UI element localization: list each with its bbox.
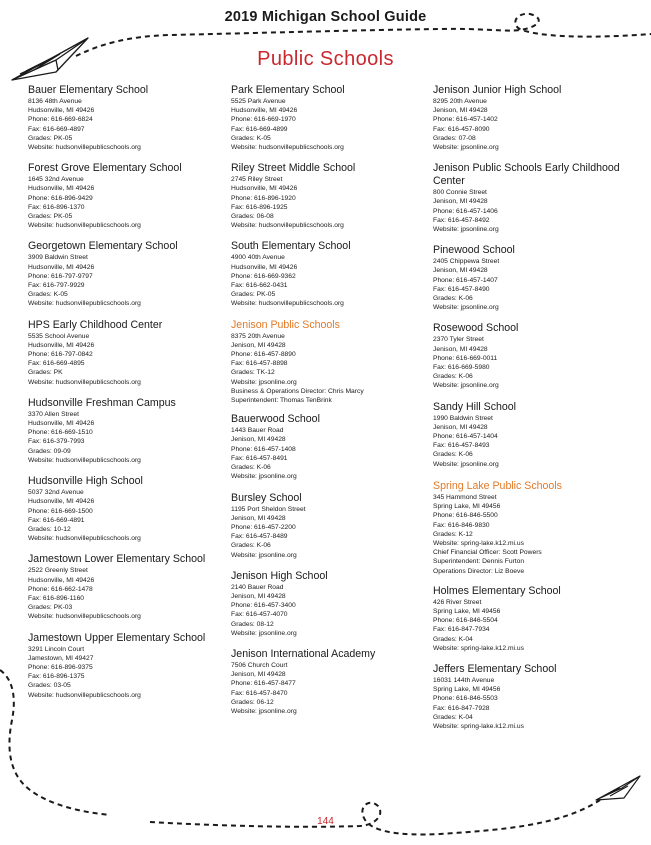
fax-line: Fax: 616-847-7928 [433, 704, 490, 712]
school-entry [28, 475, 224, 543]
city-state-zip: Jamestown, MI 49427 [28, 654, 94, 662]
school-entry [433, 244, 629, 312]
fax-line: Fax: 616-846-9830 [433, 521, 490, 529]
street-address: 2745 Riley Street [231, 176, 283, 184]
column-middle [231, 84, 427, 716]
city-state-zip: Spring Lake, MI 49456 [433, 503, 501, 511]
grades-line: Grades: K-06 [433, 373, 473, 381]
fax-line: Fax: 616-457-8493 [433, 442, 490, 450]
school-entry [28, 397, 224, 465]
guide-title: 2019 Michigan School Guide [224, 9, 427, 25]
website-line: Website: jpsonline.org [231, 378, 297, 386]
website-line: Website: hudsonvillepublicschools.org [28, 535, 141, 543]
fax-line: Fax: 616-457-8491 [231, 454, 288, 462]
street-address: 1990 Baldwin Street [433, 414, 493, 422]
phone-line: Phone: 616-896-9429 [28, 194, 93, 202]
school-entry [231, 162, 427, 230]
grades-line: Grades: 08-12 [231, 620, 274, 628]
grades-line: Grades: K-12 [433, 530, 473, 538]
street-address: 800 Connie Street [433, 189, 487, 197]
city-state-zip: Jenison, MI 49428 [231, 592, 286, 600]
fax-line: Fax: 616-457-8492 [433, 216, 490, 224]
website-line: Website: jpsonline.org [433, 226, 499, 234]
school-name: Jenison Junior High School [433, 84, 562, 96]
fax-line: Fax: 616-669-5980 [433, 364, 490, 372]
school-name: Pinewood School [433, 244, 515, 257]
city-state-zip: Jenison, MI 49428 [231, 671, 286, 679]
page-number: 144 [317, 816, 334, 827]
street-address: 5525 Park Avenue [231, 98, 286, 105]
grades-line: Grades: PK-03 [28, 604, 73, 612]
street-address: 8136 48th Avenue [28, 98, 82, 105]
school-name: South Elementary School [231, 240, 351, 253]
street-address: 1195 Port Sheldon Street [231, 505, 306, 513]
school-entry [433, 585, 629, 653]
phone-line: Phone: 616-846-5500 [433, 512, 498, 520]
school-name: Jeffers Elementary School [433, 662, 557, 675]
school-name: Riley Street Middle School [231, 162, 356, 175]
website-line: Website: hudsonvillepublicschools.org [231, 222, 344, 230]
district-name: Spring Lake Public Schools [433, 479, 562, 492]
detail-line: Business & Operations Director: Chris Marcy [231, 387, 364, 395]
school-name: Jenison High School [231, 569, 328, 582]
city-state-zip: Hudsonville, MI 49426 [28, 498, 95, 506]
phone-line: Phone: 616-457-3400 [231, 602, 296, 610]
city-state-zip: Hudsonville, MI 49426 [28, 107, 95, 115]
street-address: 7506 Church Court [231, 661, 288, 669]
detail-line: Chief Financial Officer: Scott Powers [433, 549, 542, 557]
fax-line: Fax: 616-896-1925 [231, 203, 288, 211]
phone-line: Phone: 616-896-9375 [28, 663, 93, 671]
district-entry [433, 480, 629, 576]
phone-line: Phone: 616-457-2200 [231, 523, 296, 531]
fax-line: Fax: 616-662-0431 [231, 282, 288, 290]
school-entry [433, 84, 629, 152]
grades-line: Grades: K-05 [231, 134, 271, 142]
school-name: Georgetown Elementary School [28, 240, 178, 253]
street-address: 2370 Tyler Street [433, 336, 484, 344]
grades-line: Grades: K-06 [231, 542, 271, 550]
district-entry [231, 319, 427, 406]
grades-line: Grades: 03-05 [28, 682, 71, 690]
school-entry [231, 492, 427, 560]
school-name: Hudsonville High School [28, 475, 143, 488]
city-state-zip: Jenison, MI 49428 [433, 345, 488, 353]
fax-line: Fax: 616-896-1375 [28, 673, 85, 681]
grades-line: Grades: PK-05 [231, 291, 276, 299]
school-name: Hudsonville Freshman Campus [28, 396, 176, 409]
grades-line: Grades: K-04 [433, 713, 473, 721]
fax-line: Fax: 616-669-4891 [28, 516, 85, 524]
phone-line: Phone: 616-797-9797 [28, 272, 93, 280]
city-state-zip: Spring Lake, MI 49456 [433, 686, 501, 694]
website-line: Website: hudsonvillepublicschools.org [28, 222, 141, 230]
website-line: Website: hudsonvillepublicschools.org [231, 144, 344, 152]
fax-line: Fax: 616-457-8898 [231, 360, 288, 368]
grades-line: Grades: PK [28, 369, 63, 377]
phone-line: Phone: 616-457-1406 [433, 207, 498, 215]
paper-airplane-bottom-icon [596, 776, 640, 800]
street-address: 2405 Chippewa Street [433, 258, 500, 266]
street-address: 1645 32nd Avenue [28, 176, 84, 184]
street-address: 5535 School Avenue [28, 332, 90, 340]
street-address: 2522 Greenly Street [28, 567, 88, 575]
fax-line: Fax: 616-457-4070 [231, 611, 288, 619]
fax-line: Fax: 616-669-4899 [231, 125, 288, 133]
fax-line: Fax: 616-896-1370 [28, 203, 85, 211]
grades-line: Grades: 06-12 [231, 698, 274, 706]
school-name: Rosewood School [433, 322, 519, 335]
grades-line: Grades: 09-09 [28, 447, 71, 455]
grades-line: Grades: 06-08 [231, 213, 274, 221]
phone-line: Phone: 616-669-6824 [28, 116, 93, 124]
district-name: Jenison Public Schools [231, 318, 340, 331]
school-entry [28, 632, 224, 700]
street-address: 16031 144th Avenue [433, 676, 495, 684]
school-entry [433, 401, 629, 469]
city-state-zip: Hudsonville, MI 49426 [231, 263, 298, 271]
school-entry [231, 413, 427, 481]
city-state-zip: Jenison, MI 49428 [433, 198, 488, 206]
school-name: Jenison International Academy [231, 647, 376, 660]
column-right [433, 84, 629, 731]
city-state-zip: Jenison, MI 49428 [231, 341, 286, 349]
school-name: Park Elementary School [231, 84, 345, 96]
school-name: Jenison Public Schools Early Childhood Center [433, 162, 620, 188]
website-line: Website: spring-lake.k12.mi.us [433, 722, 524, 730]
column-left [28, 84, 224, 700]
city-state-zip: Hudsonville, MI 49426 [28, 263, 95, 271]
city-state-zip: Hudsonville, MI 49426 [28, 341, 95, 349]
city-state-zip: Jenison, MI 49428 [231, 514, 286, 522]
phone-line: Phone: 616-896-1920 [231, 194, 296, 202]
school-entry [28, 240, 224, 308]
website-line: Website: spring-lake.k12.mi.us [433, 644, 524, 652]
fax-line: Fax: 616-457-8470 [231, 689, 288, 697]
fax-line: Fax: 616-797-9929 [28, 282, 85, 290]
phone-line: Phone: 616-669-1500 [28, 507, 93, 515]
grades-line: Grades: K-06 [231, 464, 271, 472]
website-line: Website: jpsonline.org [433, 382, 499, 390]
city-state-zip: Hudsonville, MI 49426 [28, 576, 95, 584]
fax-line: Fax: 616-847-7934 [433, 626, 490, 634]
street-address: 5037 32nd Avenue [28, 489, 84, 497]
street-address: 4900 40th Avenue [231, 254, 285, 262]
fax-line: Fax: 616-457-8490 [433, 285, 490, 293]
grades-line: Grades: K-06 [433, 451, 473, 459]
school-entry [231, 84, 427, 152]
phone-line: Phone: 616-797-0842 [28, 351, 93, 359]
city-state-zip: Jenison, MI 49428 [433, 423, 488, 431]
website-line: Website: hudsonvillepublicschools.org [28, 691, 141, 699]
grades-line: Grades: TK-12 [231, 369, 275, 377]
school-name: Bauer Elementary School [28, 84, 149, 96]
detail-line: Superintendent: Thomas TenBrink [231, 397, 332, 405]
fax-line: Fax: 616-457-8489 [231, 533, 288, 541]
city-state-zip: Hudsonville, MI 49426 [231, 107, 298, 115]
city-state-zip: Spring Lake, MI 49456 [433, 607, 501, 615]
detail-line: Operations Director: Liz Boeve [433, 567, 525, 575]
school-name: HPS Early Childhood Center [28, 318, 163, 331]
website-line: Website: jpsonline.org [433, 304, 499, 312]
phone-line: Phone: 616-662-1478 [28, 585, 93, 593]
school-entry [231, 648, 427, 716]
website-line: Website: jpsonline.org [433, 144, 499, 152]
website-line: Website: jpsonline.org [433, 460, 499, 468]
street-address: 345 Hammond Street [433, 493, 497, 501]
school-entry [28, 162, 224, 230]
street-address: 1443 Bauer Road [231, 427, 284, 435]
website-line: Website: jpsonline.org [231, 707, 297, 715]
phone-line: Phone: 616-669-0011 [433, 354, 498, 362]
grades-line: Grades: K-05 [28, 291, 68, 299]
website-line: Website: jpsonline.org [231, 473, 297, 481]
website-line: Website: hudsonvillepublicschools.org [28, 378, 141, 386]
street-address: 3909 Baldwin Street [28, 254, 88, 262]
school-name: Bursley School [231, 491, 302, 504]
fax-line: Fax: 616-457-8090 [433, 125, 490, 133]
phone-line: Phone: 616-669-1970 [231, 116, 296, 124]
fax-line: Fax: 616-669-4895 [28, 360, 85, 368]
website-line: Website: hudsonvillepublicschools.org [231, 300, 344, 308]
school-name: Bauerwood School [231, 413, 320, 426]
phone-line: Phone: 616-457-1404 [433, 433, 498, 441]
school-entry [28, 553, 224, 621]
fax-line: Fax: 616-379-7993 [28, 438, 85, 446]
street-address: 3370 Allen Street [28, 410, 79, 418]
phone-line: Phone: 616-457-8890 [231, 351, 296, 359]
grades-line: Grades: PK-05 [28, 134, 73, 142]
phone-line: Phone: 616-846-5503 [433, 695, 498, 703]
website-line: Website: jpsonline.org [231, 629, 297, 637]
school-name: Jamestown Upper Elementary School [28, 631, 206, 644]
website-line: Website: hudsonvillepublicschools.org [28, 144, 141, 152]
grades-line: Grades: K-06 [433, 295, 473, 303]
school-entry [231, 240, 427, 308]
city-state-zip: Jenison, MI 49428 [433, 267, 488, 275]
street-address: 8295 20th Avenue [433, 98, 487, 105]
fax-line: Fax: 616-896-1160 [28, 594, 85, 602]
detail-line: Superintendent: Dennis Furton [433, 558, 525, 566]
website-line: Website: hudsonvillepublicschools.org [28, 456, 141, 464]
phone-line: Phone: 616-457-1402 [433, 116, 498, 124]
phone-line: Phone: 616-457-1407 [433, 276, 498, 284]
street-address: 8375 20th Avenue [231, 332, 285, 340]
school-entry [433, 322, 629, 390]
phone-line: Phone: 616-457-8477 [231, 680, 296, 688]
city-state-zip: Jenison, MI 49428 [231, 436, 286, 444]
street-address: 426 River Street [433, 598, 482, 606]
section-title: Public Schools [257, 48, 394, 70]
school-name: Sandy Hill School [433, 400, 517, 413]
website-line: Website: jpsonline.org [231, 551, 297, 559]
grades-line: Grades: 10-12 [28, 525, 71, 533]
school-entry [28, 84, 224, 152]
city-state-zip: Hudsonville, MI 49426 [28, 185, 95, 193]
website-line: Website: hudsonvillepublicschools.org [28, 613, 141, 621]
grades-line: Grades: PK-05 [28, 213, 73, 221]
phone-line: Phone: 616-669-1510 [28, 429, 93, 437]
grades-line: Grades: K-04 [433, 635, 473, 643]
city-state-zip: Hudsonville, MI 49426 [231, 185, 298, 193]
school-entry [28, 319, 224, 387]
school-name: Holmes Elementary School [433, 584, 561, 597]
website-line: Website: spring-lake.k12.mi.us [433, 539, 524, 547]
school-entry [433, 663, 629, 731]
phone-line: Phone: 616-457-1408 [231, 445, 296, 453]
phone-line: Phone: 616-669-9362 [231, 272, 296, 280]
school-name: Jamestown Lower Elementary School [28, 553, 206, 566]
phone-line: Phone: 616-846-5504 [433, 617, 498, 625]
school-name: Forest Grove Elementary School [28, 162, 182, 175]
fax-line: Fax: 616-669-4897 [28, 125, 85, 133]
city-state-zip: Hudsonville, MI 49426 [28, 420, 95, 428]
street-address: 3291 Lincoln Court [28, 645, 85, 653]
street-address: 2140 Bauer Road [231, 583, 284, 591]
school-entry [433, 162, 629, 234]
website-line: Website: hudsonvillepublicschools.org [28, 300, 141, 308]
city-state-zip: Jenison, MI 49428 [433, 107, 488, 115]
school-entry [231, 570, 427, 638]
grades-line: Grades: 07-08 [433, 134, 476, 142]
